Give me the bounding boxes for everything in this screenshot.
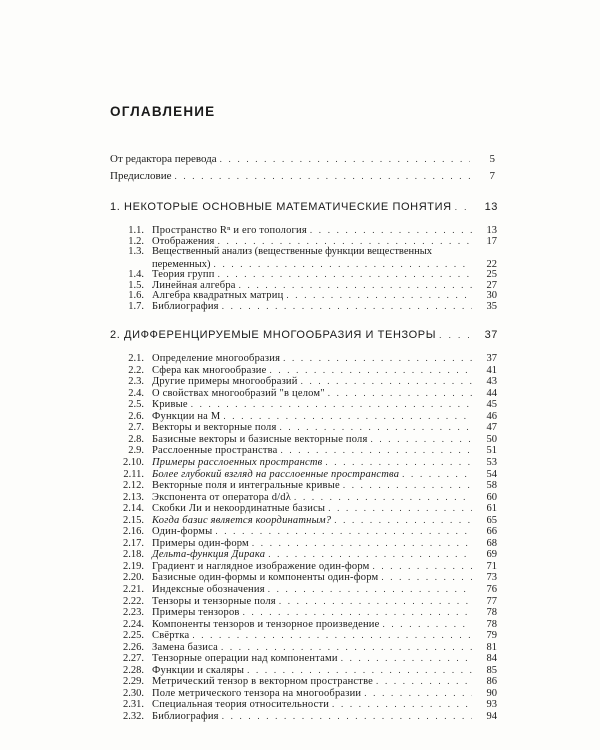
- toc-entry[interactable]: [110, 710, 497, 722]
- section-number: 2.23.: [123, 607, 144, 618]
- dot-leader: [281, 444, 473, 456]
- page-number: 46: [486, 411, 497, 422]
- section-number: 2.14.: [123, 503, 144, 514]
- page-number: 37: [486, 353, 497, 364]
- page-number: 22: [486, 258, 497, 270]
- section-number: 2.24.: [123, 619, 144, 630]
- section-number: 2.22.: [123, 596, 144, 607]
- page-number: 30: [486, 290, 497, 302]
- section-number: 2.4.: [128, 388, 144, 399]
- page-number: 68: [486, 538, 497, 549]
- entry-title: Примеры тензоров: [152, 607, 240, 618]
- section-number: 2.17.: [123, 538, 144, 549]
- entry-title: О свойствах многообразий "в целом": [152, 388, 325, 399]
- page-number: 44: [486, 388, 497, 399]
- toc-entry[interactable]: [110, 421, 497, 433]
- page-number: 81: [486, 642, 497, 653]
- section-number: 2.18.: [123, 549, 144, 560]
- page-number: 51: [486, 445, 497, 456]
- page-number: 37: [484, 329, 498, 341]
- entry-title: Теория групп: [152, 268, 215, 280]
- entry-title: Дельта-функция Дирака: [152, 549, 266, 560]
- page-number: 90: [486, 688, 497, 699]
- toc-entry[interactable]: [110, 606, 497, 618]
- entry-title: Векторные поля и интегральные кривые: [152, 480, 340, 491]
- wrap-line: [152, 246, 497, 258]
- page-number: 94: [486, 711, 497, 722]
- section-number: 2.12.: [123, 480, 144, 491]
- entry-title: Линейная алгебра: [152, 279, 236, 291]
- page-number: 27: [486, 279, 497, 291]
- section-number: 2.2.: [128, 365, 144, 376]
- dot-leader: [222, 710, 472, 722]
- section-number: 2.20.: [123, 572, 144, 583]
- page-number: 93: [486, 699, 497, 710]
- page-number: 50: [486, 434, 497, 445]
- entry-title: Более глубокий взгляд на расслоенные пространства: [152, 469, 400, 480]
- section-number: 2.25.: [123, 630, 144, 641]
- toc-entry[interactable]: [110, 652, 497, 664]
- section-number: 2.9.: [128, 445, 144, 456]
- entry-title: Базисные один-формы и компоненты один-форм: [152, 572, 379, 583]
- entry-title: переменных): [152, 258, 211, 270]
- page-number: 73: [486, 572, 497, 583]
- entry-title: Примеры один-форм: [152, 538, 249, 549]
- section-number: 2.32.: [123, 711, 144, 722]
- section-number: 2.28.: [123, 665, 144, 676]
- toc-entry[interactable]: [110, 548, 497, 560]
- entry-title: Базисные векторы и базисные векторные поля: [152, 434, 368, 445]
- dot-leader: [243, 606, 472, 618]
- page-number: 65: [486, 515, 497, 526]
- entry-title: Примеры расслоенных пространств: [152, 457, 323, 468]
- section-number: 2.30.: [123, 688, 144, 699]
- page-number: 71: [486, 561, 497, 572]
- dot-leader: [280, 421, 472, 433]
- dot-leader: [220, 153, 470, 165]
- section-number: 2.19.: [123, 561, 144, 572]
- dot-leader: [325, 456, 472, 468]
- section-number: 2.26.: [123, 642, 144, 653]
- page-number: 5: [489, 153, 495, 165]
- toc-entry[interactable]: [110, 352, 497, 364]
- section-number: 1.3.: [128, 245, 144, 257]
- section-number: 2.21.: [123, 584, 144, 595]
- page-number: 61: [486, 503, 497, 514]
- entry-title: Когда базис является координатным?: [152, 515, 332, 526]
- section-number: 2.29.: [123, 676, 144, 687]
- dot-leader: [455, 201, 473, 213]
- page-title: ОГЛАВЛЕНИЕ: [110, 104, 216, 119]
- dot-leader: [191, 398, 472, 410]
- section-number: 1.6.: [128, 290, 144, 302]
- toc-entry[interactable]: [110, 479, 497, 491]
- toc-entry[interactable]: [110, 675, 497, 687]
- page-number: 17: [486, 235, 497, 247]
- dot-leader: [268, 583, 472, 595]
- entry-title: Пространство Rⁿ и его топология: [152, 225, 307, 236]
- page-number: 7: [489, 170, 495, 182]
- page-number: 43: [486, 376, 497, 387]
- section-number: 1.1.: [128, 225, 144, 236]
- dot-leader: [328, 502, 472, 514]
- dot-leader: [192, 629, 472, 641]
- entry-title: Векторы и векторные поля: [152, 422, 277, 433]
- section-number: 2.1.: [128, 353, 144, 364]
- page-number: 45: [486, 399, 497, 410]
- toc-entry-front[interactable]: [110, 153, 495, 165]
- toc-entry-front[interactable]: [110, 170, 495, 182]
- dot-leader: [343, 479, 472, 491]
- page-number: 35: [486, 301, 497, 313]
- page-number: 76: [486, 584, 497, 595]
- page-number: 78: [486, 619, 497, 630]
- entry-title: Компоненты тензоров и тензорное произведение: [152, 619, 380, 630]
- toc-entry[interactable]: [110, 502, 497, 514]
- page-number: 13: [486, 225, 497, 236]
- page-number: 58: [486, 480, 497, 491]
- entry-title: Функции и скаляры: [152, 665, 245, 676]
- page-number: 25: [486, 268, 497, 280]
- section-number: 2.10.: [123, 457, 144, 468]
- section-number: 2.5.: [128, 399, 144, 410]
- page-number: 54: [486, 469, 497, 480]
- entry-title: Другие примеры многообразий: [152, 376, 298, 387]
- page-number: 86: [486, 676, 497, 687]
- entry-title: Сфера как многообразие: [152, 365, 267, 376]
- page-number: 77: [486, 596, 497, 607]
- toc-entry[interactable]: [110, 398, 497, 410]
- entry-title: От редактора перевода: [110, 153, 217, 165]
- section-number: 2.8.: [128, 434, 144, 445]
- entry-title: Градиент и наглядное изображение один-форм: [152, 561, 370, 572]
- entry-title: Свёртка: [152, 630, 190, 641]
- section-number: 2.11.: [123, 469, 144, 480]
- page-number: 66: [486, 526, 497, 537]
- entry-title: Отображения: [152, 235, 215, 247]
- section-number: 2.16.: [123, 526, 144, 537]
- page-number: 79: [486, 630, 497, 641]
- entry-title: Предисловие: [110, 170, 172, 182]
- entry-title: Библиография: [152, 301, 219, 313]
- dot-leader: [439, 329, 473, 341]
- entry-title: Замена базиса: [152, 642, 218, 653]
- dot-leader: [341, 652, 472, 664]
- entry-title: Расслоенные пространства: [152, 445, 278, 456]
- section-number: 2.7.: [128, 422, 144, 433]
- dot-leader: [283, 352, 472, 364]
- toc-entry[interactable]: [110, 698, 497, 710]
- section-number: 1.7.: [128, 301, 144, 313]
- entry-title: Вещественный анализ (вещественные функции вещественных: [152, 245, 433, 257]
- toc-entry[interactable]: [110, 525, 497, 537]
- section-number: 2.3.: [128, 376, 144, 387]
- entry-title: Метрический тензор в векторном пространстве: [152, 676, 374, 687]
- dot-leader: [376, 675, 472, 687]
- page-number: 53: [486, 457, 497, 468]
- entry-title: Индексные обозначения: [152, 584, 265, 595]
- entry-title: Экспонента от оператора d/dλ: [152, 492, 292, 503]
- page-number: 84: [486, 653, 497, 664]
- page-number: 60: [486, 492, 497, 503]
- dot-leader: [332, 698, 472, 710]
- page-number: 69: [486, 549, 497, 560]
- page-number: 85: [486, 665, 497, 676]
- toc-entry[interactable]: [110, 300, 497, 312]
- section-number: 1.4.: [128, 268, 144, 280]
- dot-leader: [381, 571, 472, 583]
- dot-leader: [215, 525, 472, 537]
- toc-entry[interactable]: [110, 571, 497, 583]
- chapter-heading[interactable]: [110, 329, 498, 341]
- toc-entry-wrapped[interactable]: [152, 246, 497, 270]
- entry-title: 1. НЕКОТОРЫЕ ОСНОВНЫЕ МАТЕМАТИЧЕСКИЕ ПОНЯТИЯ: [110, 201, 452, 213]
- page-number: 41: [486, 365, 497, 376]
- entry-title: Тензоры и тензорные поля: [152, 596, 276, 607]
- toc-entry[interactable]: [110, 629, 497, 641]
- entry-title: Библиография: [152, 711, 219, 722]
- entry-title: Функции на M: [152, 411, 221, 422]
- dot-leader: [222, 300, 472, 312]
- section-number: 2.31.: [123, 699, 144, 710]
- section-number: 2.27.: [123, 653, 144, 664]
- dot-leader: [301, 375, 472, 387]
- page-number: 13: [484, 201, 498, 213]
- section-number: 1.5.: [128, 279, 144, 291]
- toc-entry[interactable]: [110, 583, 497, 595]
- toc-entry[interactable]: [110, 444, 497, 456]
- section-number: 2.13.: [123, 492, 144, 503]
- entry-title: Скобки Ли и некоординатные базисы: [152, 503, 326, 514]
- toc-entry[interactable]: [110, 375, 497, 387]
- entry-title: Алгебра квадратных матриц: [152, 290, 284, 302]
- dot-leader: [175, 170, 471, 182]
- dot-leader: [268, 548, 472, 560]
- toc-entry[interactable]: [110, 456, 497, 468]
- chapter-heading[interactable]: [110, 201, 498, 213]
- entry-title: Поле метрического тензора на многообразии: [152, 688, 362, 699]
- page-number: 78: [486, 607, 497, 618]
- section-number: 1.2.: [128, 235, 144, 247]
- entry-title: Определение многообразия: [152, 353, 281, 364]
- entry-title: 2. ДИФФЕРЕНЦИРУЕМЫЕ МНОГООБРАЗИЯ И ТЕНЗОРЫ: [110, 329, 437, 341]
- entry-title: Один-формы: [152, 526, 213, 537]
- entry-title: Тензорные операции над компонентами: [152, 653, 338, 664]
- section-number: 2.6.: [128, 411, 144, 422]
- page-number: 47: [486, 422, 497, 433]
- section-number: 2.15.: [123, 515, 144, 526]
- entry-title: Кривые: [152, 399, 188, 410]
- entry-title: Специальная теория относительности: [152, 699, 330, 710]
